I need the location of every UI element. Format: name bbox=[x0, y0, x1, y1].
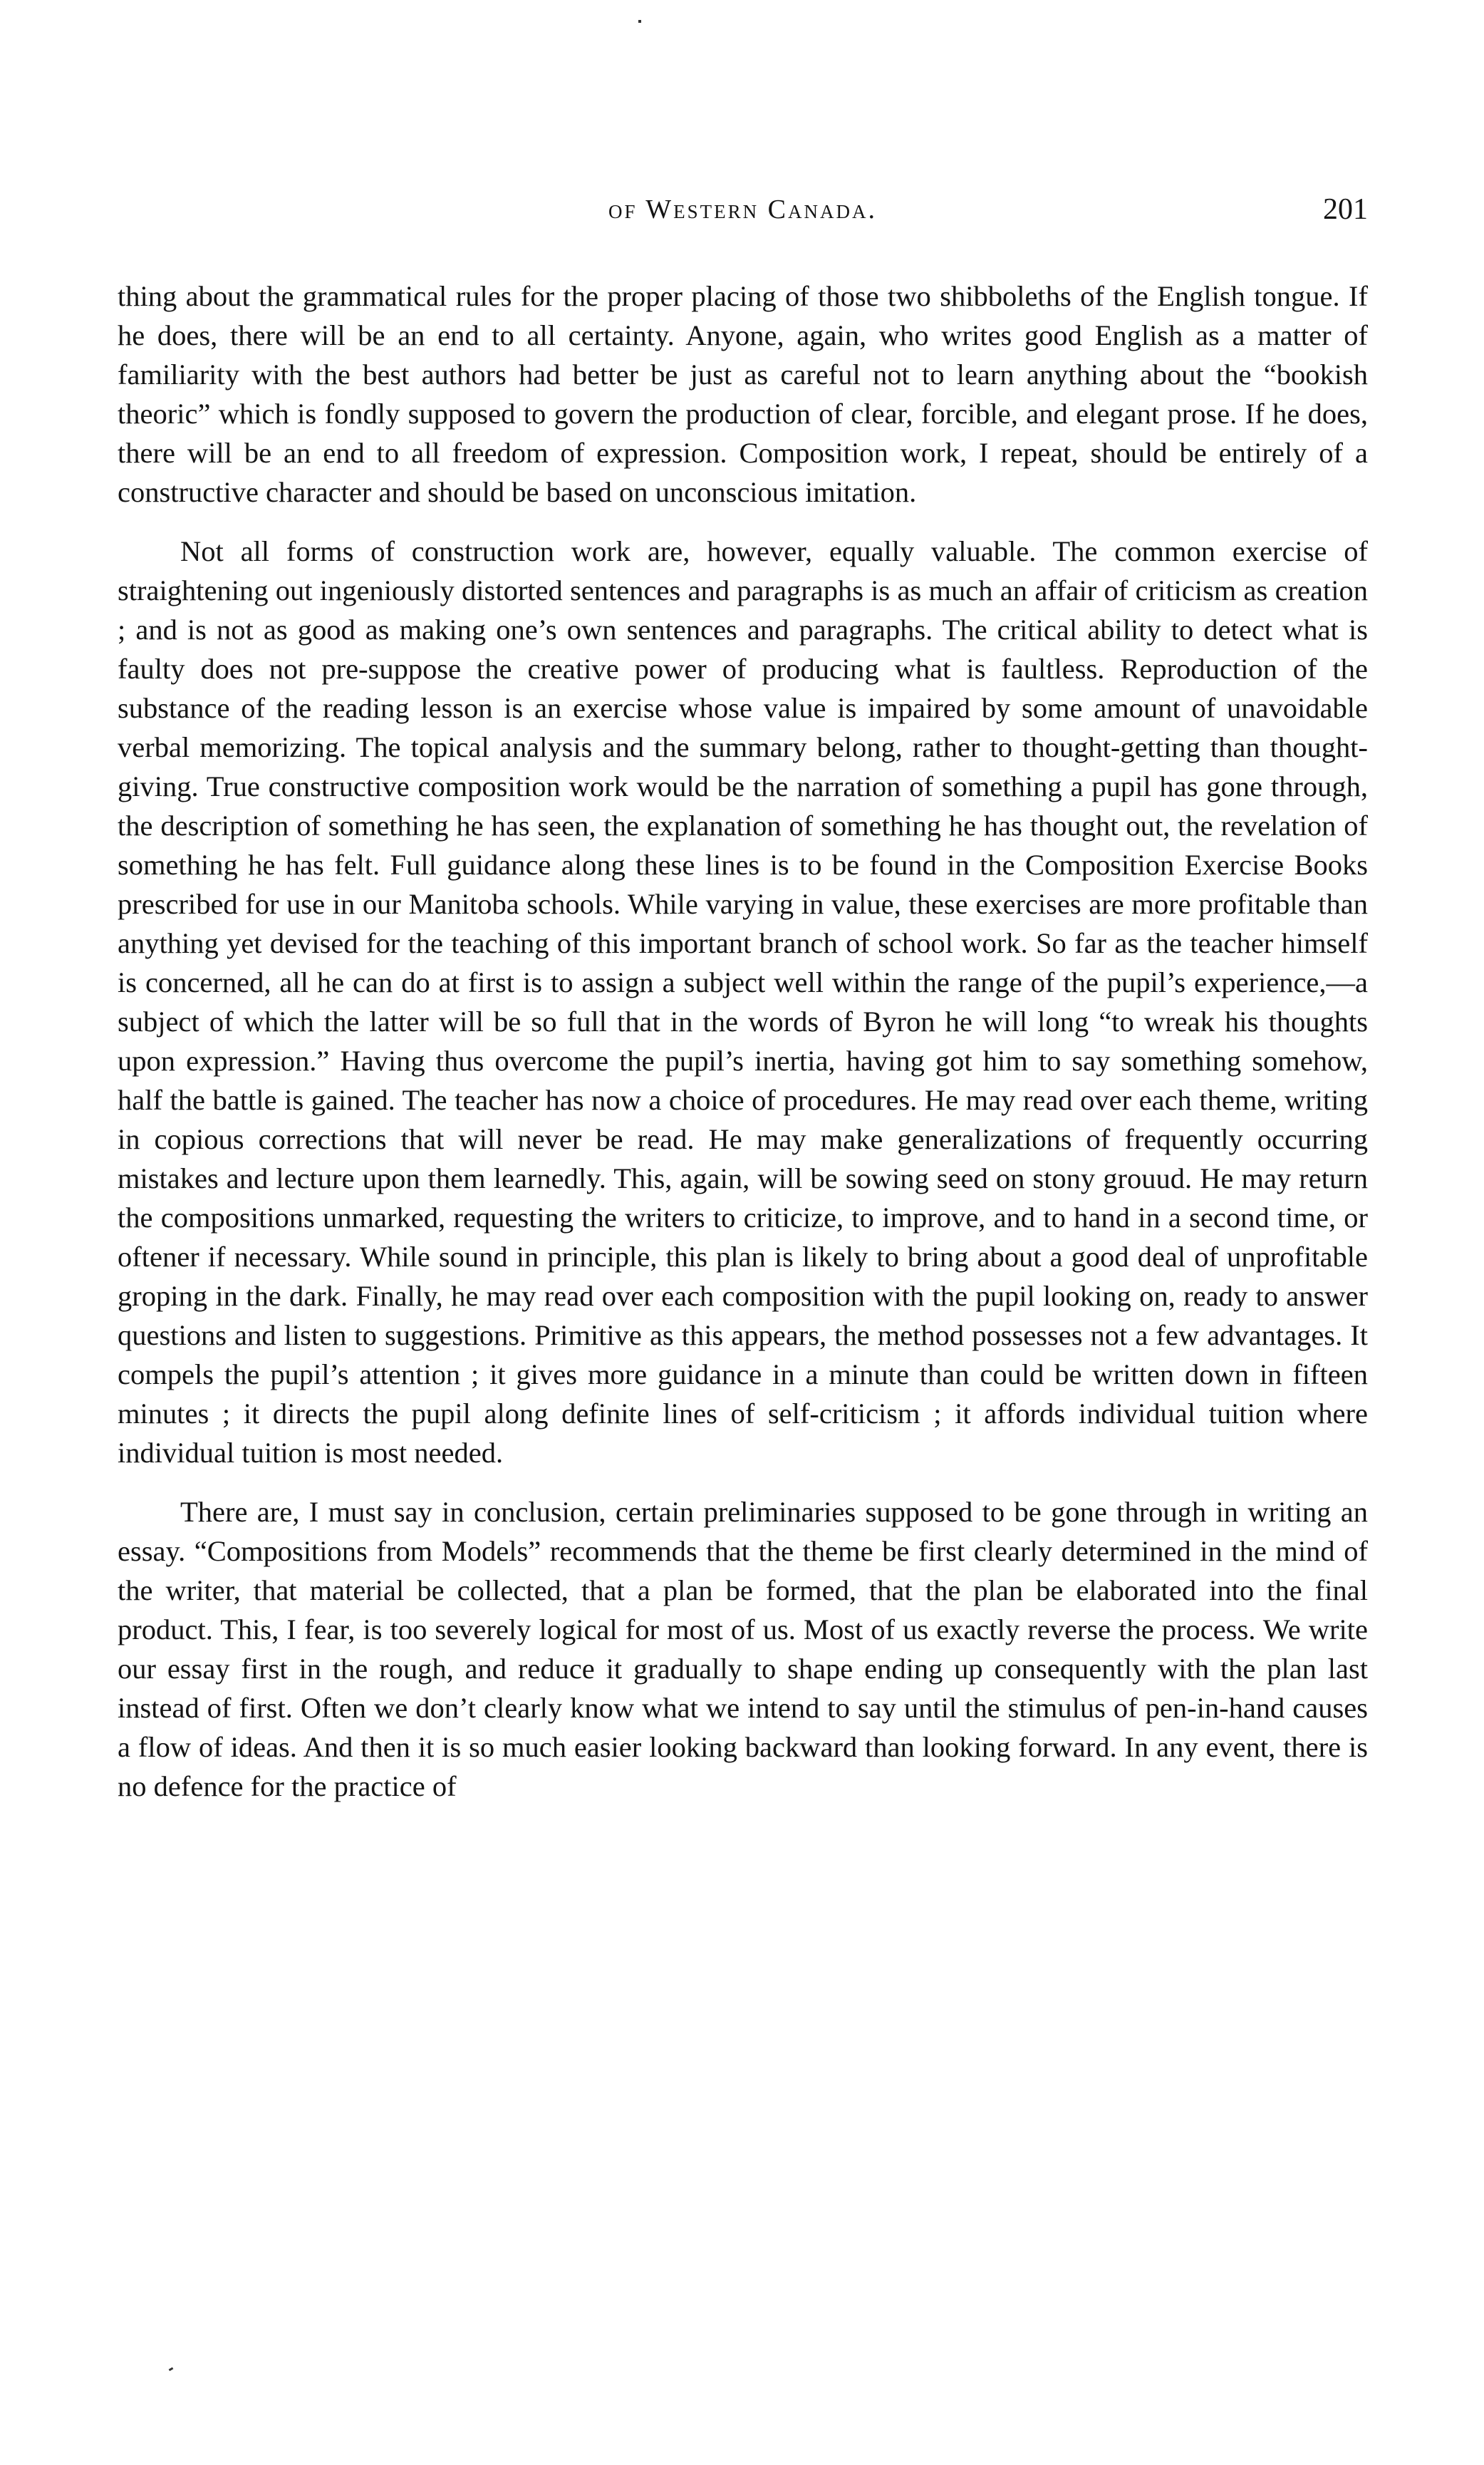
page-number: 201 bbox=[1323, 193, 1368, 226]
paragraph-3: There are, I must say in conclusion, certain preliminaries supposed to be gone through in writing an essay. “Compositions from Models” recommends that the theme be first clearly determined in the mind of the writer, that material be collected, that a plan be formed, that the plan be elaborated into the final product. This, I fear, is too severely logical for most of us. Most of us exactly reverse the process. We write our essay first in the rough, and reduce it gradually to shape ending up consequently with the plan last instead of first. Often we don’t clearly know what we intend to say until the stimulus of pen-in-hand causes a flow of ideas. And then it is so much easier looking backward than looking forward. In any event, there is no defence for the practice of bbox=[118, 1496, 1368, 1802]
ink-speck bbox=[169, 2367, 174, 2372]
paragraph-2: Not all forms of construction work are, however, equally valuable. The common exercise of straightening out ingeniously distorted sentences and paragraphs is as much an affair of criticism as creation ; and is not as good as making one’s own sentences and paragraphs. The critical ability to detect what is faulty does not pre-suppose the creative power of producing what is faultless. Reproduction of the substance of the reading lesson is an exercise whose value is impaired by some amount of unavoidable verbal memorizing. The topical analysis and the summary belong, rather to thought-getting than thought-giving. True constructive composition work would be the narration of something a pupil has gone through, the description of something he has seen, the explanation of something he has thought out, the revelation of something he has felt. Full guidance along these lines is to be found in the Composition Exercise Books prescribed for use in our Manitoba schools. While varying in value, these exercises are more profitable than anything yet devised for the teaching of this important branch of school work. So far as the teacher himself is concerned, all he can do at first is to assign a subject well within the range of the pupil’s experience,—a subject of which the latter will be so full that in the words of Byron he will long “to wreak his thoughts upon expression.” Having thus overcome the pupil’s inertia, having got him to say something somehow, half the battle is gained. The teacher has now a choice of procedures. He may read over each theme, writing in copious corrections that will never be read. He may make generalizations of frequently occurring mistakes and lecture upon them learnedly. This, again, will be sowing seed on stony grouud. He may return the compositions unmarked, requesting the writers to criticize, to improve, and to hand in a second time, or oftener if necessary. While sound in principle, this plan is likely to bring about a good deal of unprofitable groping in the dark. Finally, he may read over each composition with the pupil looking on, ready to answer questions and listen to suggestions. Primitive as this appears, the method possesses not a few advantages. It compels the pupil’s attention ; it gives more guidance in a minute than could be written down in fifteen minutes ; it directs the pupil along definite lines of self-criticism ; it affords individual tuition where individual tuition is most needed. bbox=[118, 535, 1368, 1469]
running-head bbox=[118, 192, 1368, 235]
body-text bbox=[118, 277, 1368, 1806]
ink-speck bbox=[638, 20, 641, 23]
paragraph-1: thing about the grammatical rules for the proper placing of those two shibboleths of the English tongue. If he does, there will be an end to all certainty. Anyone, again, who writes good English as a matter of familiarity with the best authors had better be just as careful not to learn anything about the “bookish theoric” which is fondly supposed to govern the production of clear, forcible, and elegant prose. If he does, there will be an end to all freedom of expression. Composition work, I repeat, should be entirely of a constructive character and should be based on unconscious imitation. bbox=[118, 280, 1368, 508]
running-title: of Western Canada. bbox=[608, 195, 878, 224]
page-content bbox=[118, 192, 1368, 1806]
